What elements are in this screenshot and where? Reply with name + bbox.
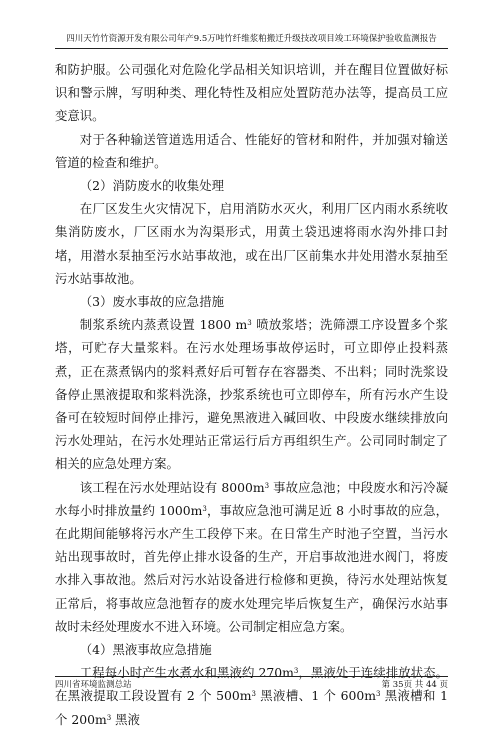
text-run: 制浆系统内蒸煮设置 1800 m — [79, 317, 248, 333]
superscript: 3 — [264, 481, 270, 490]
text-run: 喷放浆塔；洗筛漂工序设置多个浆塔，可贮存大量浆料。在污水处理场事故停运时，可立即停止投料蒸煮，正在蒸煮锅内的浆料煮好后可暂存在容器类、不出料；同时洗浆设备停止黑液提取和浆料洗涤，抄浆系统也可立即停车，所有污水产生设备可在较短时间停止排污，避免黑液进入碱回收、中段废水继续排放向污水处理站，在污水处理站正常运行后方再组织生产。公司同时制定了相关的应急处理方案。 — [55, 317, 448, 472]
superscript: 3 — [247, 319, 252, 328]
paragraph — [55, 197, 448, 290]
text-run: 对于各种输送管道选用适合、性能好的管材和附件，并加强对输送管道的检查和维护。 — [55, 131, 448, 170]
footer-org: 四川省环境监测总站 — [55, 680, 132, 690]
text-run: ，黑液处于连续排放状态。在黑液提取工段设置有 2 个 500m — [55, 665, 449, 704]
paragraph — [55, 313, 448, 475]
section-heading — [55, 290, 448, 313]
text-run: 黑液 — [111, 711, 140, 727]
section-heading — [55, 174, 448, 197]
paragraph — [55, 661, 448, 731]
text-run: 工程每小时产生水煮水和黑液约 270m — [79, 665, 294, 681]
superscript: 3 — [106, 713, 112, 722]
page-footer — [55, 676, 448, 691]
superscript: 3 — [293, 667, 299, 676]
text-run: 和防护服。公司强化对危险化学品相关知识培训，并在醒目位置做好标识和警示牌，写明种类、理化特性及相应处置防范办法等，提高员工应变意识。 — [55, 62, 448, 124]
superscript: 3 — [251, 690, 256, 699]
text-run: 事故应急池；中段废水和污冷凝水每小时排放量约 1000m — [55, 479, 448, 518]
text-run: （4）黑液事故应急措施 — [79, 642, 212, 658]
text-run: 该工程在污水处理站设有 8000m — [79, 479, 265, 495]
paragraph — [55, 58, 448, 128]
text-run: 黑液槽、1 个 600m — [256, 688, 376, 704]
superscript: 3 — [202, 504, 207, 513]
paragraph — [55, 128, 448, 174]
page-number: 第 35页 共 44 页 — [381, 680, 448, 690]
paragraph — [55, 476, 448, 638]
text-run: ，事故应急池可满足近 8 小时事故的应急，在此期间能够将污水产生工段停下来。在日常生产时池子空置，当污水站出现事故时，首先停止排水设备的生产，开启事故池进水阀门，将废水排入事故池。然后对污水站设备进行检修和更换，待污水处理站恢复正常后，将事故应急池暂存的废水处理完毕后恢复生产，确保污水站事故时未经处理废水不进入环境。公司制定相应急方案。 — [55, 502, 448, 634]
document-body — [55, 58, 448, 731]
section-heading — [55, 638, 448, 661]
superscript: 3 — [376, 690, 381, 699]
text-run: 在厂区发生火灾情况下，启用消防水灭火，利用厂区内雨水系统收集消防废水，厂区雨水为沟渠形式，用黄土袋迅速将雨水沟外排口封堵，用潜水泵抽至污水站事故池，或在出厂区前集水井处用潜水泵抽至污水站事故池。 — [55, 201, 448, 286]
text-run: （2）消防废水的收集处理 — [79, 178, 224, 194]
text-run: （3）废水事故的应急措施 — [79, 294, 224, 310]
page-header: 四川天竹竹资源开发有限公司年产9.5万吨竹纤维浆粕搬迁升级技改项目竣工环境保护验收监测报告 — [55, 33, 448, 49]
text-run: 黑液槽和 1 个 200m — [55, 688, 448, 727]
